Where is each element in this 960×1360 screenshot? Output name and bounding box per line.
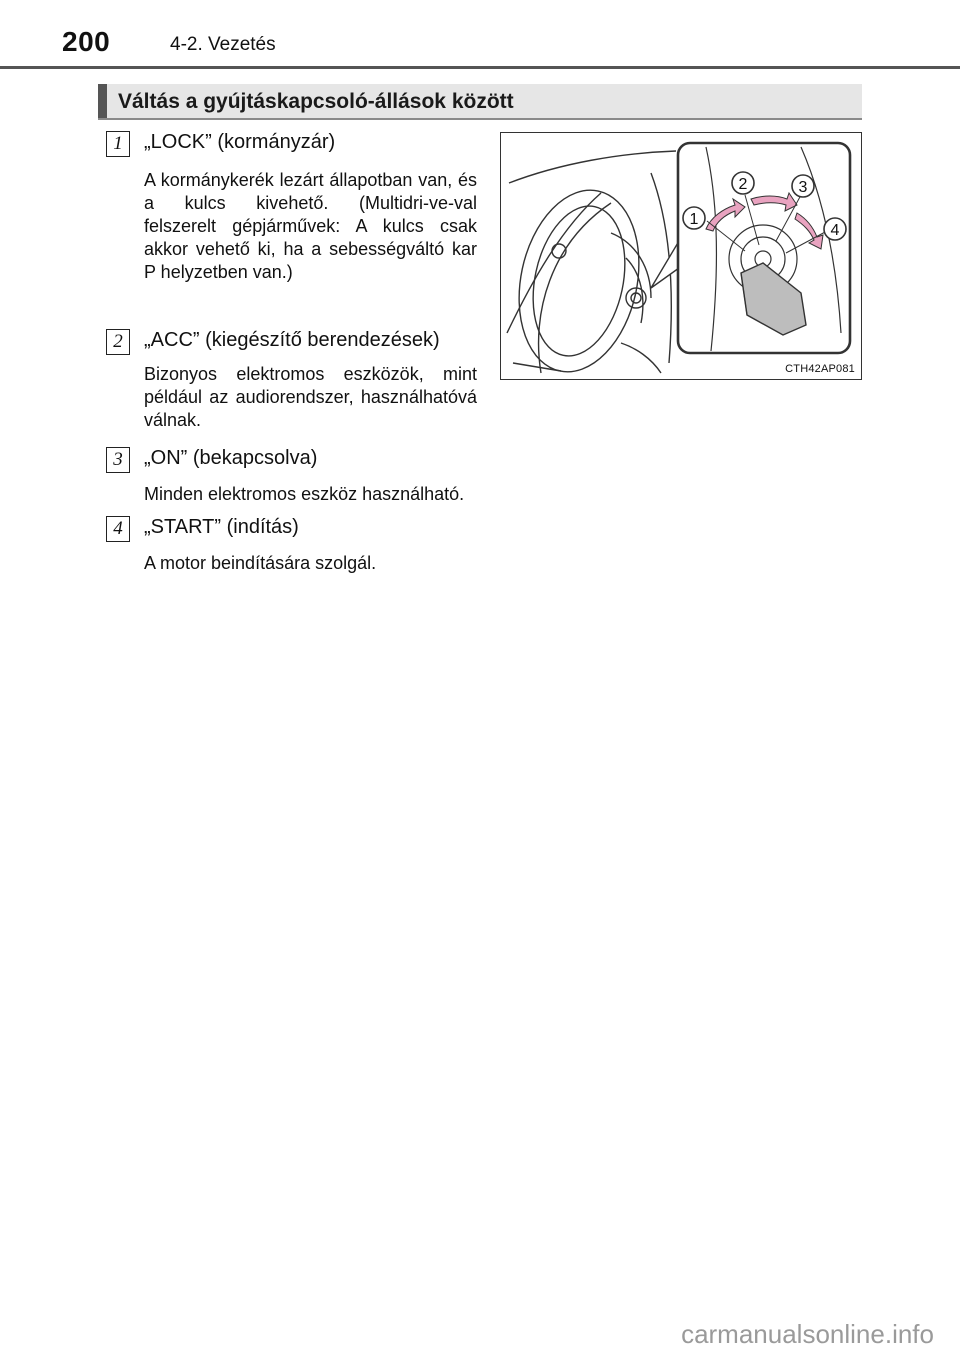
item-description: Bizonyos elektromos eszközök, mint például az audiorendszer, használhatóvá válnak. bbox=[144, 364, 477, 430]
callout-1: 1 bbox=[689, 211, 699, 228]
header-rule bbox=[0, 66, 960, 69]
item-description: A motor beindítására szolgál. bbox=[144, 553, 377, 573]
item-description: A kormánykerék lezárt állapotban van, és a kulcs kivehető. (Multidri-ve-val felszerelt gépjárművek: A kulcs csak akkor vehető ki, ha a sebességváltó kar P helyzetben van.) bbox=[144, 170, 477, 282]
page-number: 200 bbox=[62, 26, 111, 57]
callout-4: 4 bbox=[830, 222, 840, 239]
item-number-box: 3 bbox=[106, 447, 130, 473]
item-number-box: 4 bbox=[106, 516, 130, 542]
section-title: Váltás a gyújtáskapcsoló-állások között bbox=[118, 90, 514, 113]
item-number-box: 1 bbox=[106, 131, 130, 157]
watermark-link[interactable]: carmanualsonline.info bbox=[681, 1319, 934, 1349]
item-title: „START” (indítás) bbox=[144, 516, 299, 538]
callout-3: 3 bbox=[798, 179, 808, 196]
figure-code: CTH42AP081 bbox=[785, 363, 855, 375]
item-title: „LOCK” (kormányzár) bbox=[144, 131, 336, 153]
item-number-box: 2 bbox=[106, 329, 130, 355]
section-bar bbox=[98, 84, 862, 120]
item-title: „ACC” (kiegészítő berendezések) bbox=[144, 329, 440, 351]
chapter-title: 4-2. Vezetés bbox=[170, 34, 276, 55]
item-title: „ON” (bekapcsolva) bbox=[144, 447, 318, 469]
callout-2: 2 bbox=[738, 176, 748, 193]
ignition-figure bbox=[500, 132, 862, 380]
item-description: Minden elektromos eszköz használható. bbox=[144, 484, 465, 504]
ignition-switch-illustration bbox=[501, 133, 861, 379]
